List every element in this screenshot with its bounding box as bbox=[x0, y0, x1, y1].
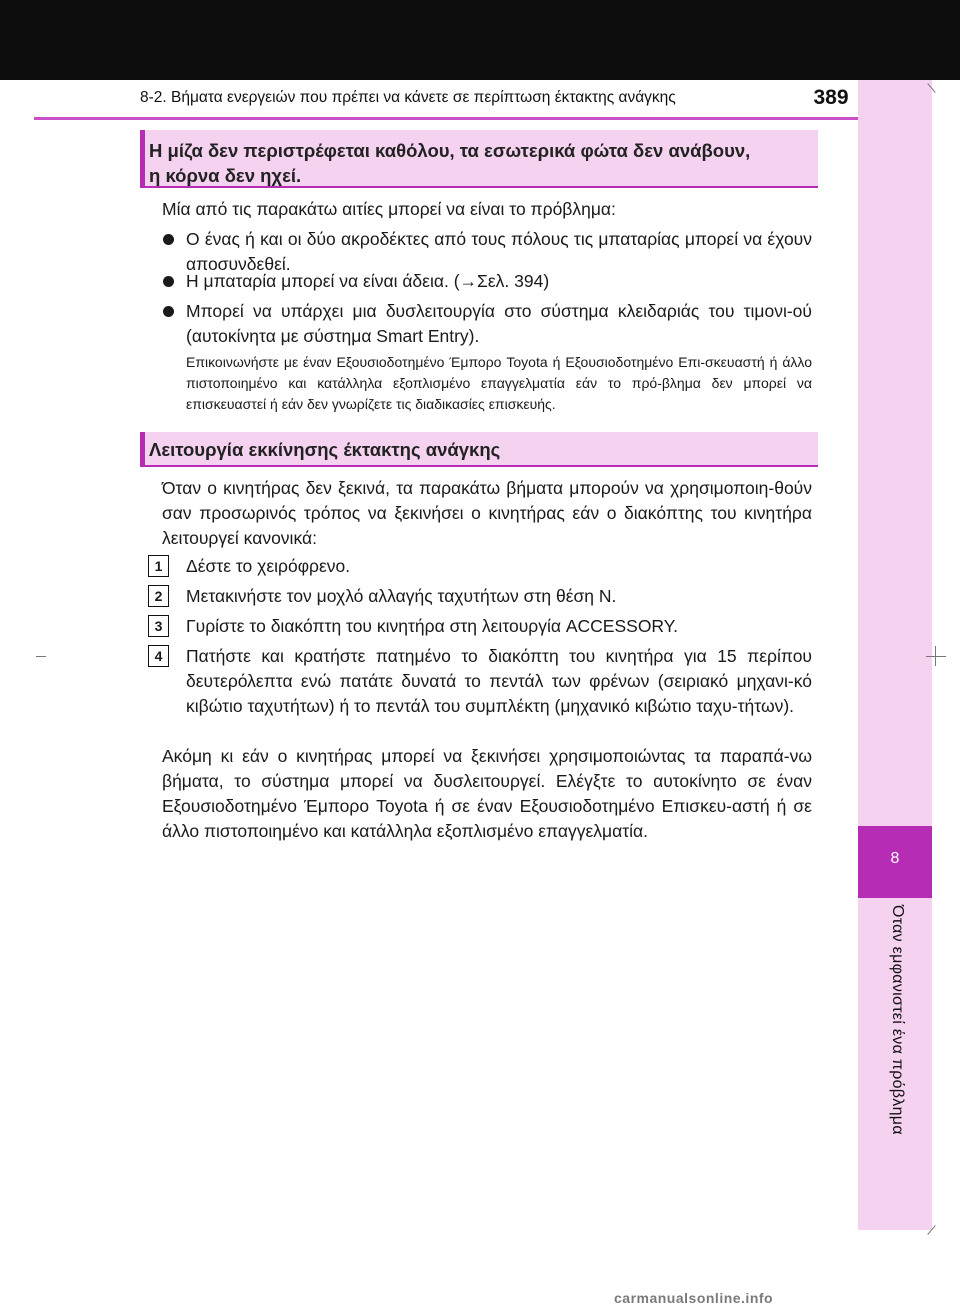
crop-mark bbox=[926, 656, 946, 657]
step-item: 2 Μετακινήστε τον μοχλό αλλαγής ταχυτήτων στη θέση N. bbox=[148, 584, 812, 609]
section-heading-emergency-start: Λειτουργία εκκίνησης έκτακτης ανάγκης bbox=[140, 432, 818, 467]
step-item: 4 Πατήστε και κρατήστε πατημένο το διακόπτη του κινητήρα για 15 περίπου δευτερόλεπτα ενώ πατάτε δυνατά το πεντάλ των φρένων (σειριακό μηχανι-κό κιβώτιο ταχυτήτων) ή το πεντάλ του συμπλέκτη (μηχανικό κιβώτιο ταχυ-τήτων). bbox=[148, 644, 812, 719]
section-heading-line: Η μίζα δεν περιστρέφεται καθόλου, τα εσωτερικά φώτα δεν ανάβουν, bbox=[149, 140, 751, 161]
running-header: 8-2. Βήματα ενεργειών που πρέπει να κάνετε σε περίπτωση έκτακτης ανάγκης bbox=[140, 89, 676, 106]
bullet-item: Η μπαταρία μπορεί να είναι άδεια. (→Σελ. 394) bbox=[162, 269, 812, 294]
bullet-item: Ο ένας ή και οι δύο ακροδέκτες από τους πόλους τις μπαταρίας μπορεί να έχουν αποσυνδεθεί. bbox=[162, 227, 812, 277]
crop-mark bbox=[935, 646, 936, 666]
watermark: carmanualsonline.info bbox=[614, 1290, 774, 1306]
bullet-item: Μπορεί να υπάρχει μια δυσλειτουργία στο σύστημα κλειδαριάς του τιμονι-ού (αυτοκίνητα με σύστημα Smart Entry). bbox=[162, 299, 812, 349]
top-black-bar bbox=[0, 0, 960, 80]
paragraph-intro: Μία από τις παρακάτω αιτίες μπορεί να είναι το πρόβλημα: bbox=[162, 199, 616, 219]
step-number-badge: 1 bbox=[148, 555, 169, 577]
bullet-dot-icon bbox=[163, 276, 174, 287]
step-number-badge: 4 bbox=[148, 645, 169, 667]
section-heading-starter bbox=[140, 130, 818, 188]
bullet-dot-icon bbox=[163, 234, 174, 245]
crop-mark bbox=[36, 656, 46, 657]
paragraph-intro: Όταν ο κινητήρας δεν ξεκινά, τα παρακάτω βήματα μπορούν να χρησιμοποιη-θούν σαν προσωρινός τρόπος να ξεκινήσει ο κινητήρας εάν ο διακόπτης του κινητήρα λειτουργεί κανονικά: bbox=[162, 478, 812, 548]
step-number-badge: 3 bbox=[148, 615, 169, 637]
paragraph-closing: Ακόμη κι εάν ο κινητήρας μπορεί να ξεκινήσει χρησιμοποιώντας τα παραπά-νω βήματα, το σύστημα μπορεί να δυσλειτουργεί. Ελέγξτε το αυτοκίνητο σε έναν Εξουσιοδοτημένο Έμπορο Toyota ή σε έναν Εξουσιοδοτημένο Επισκευ-αστή ή σε άλλο πιστοποιημένο και κατάλληλα εξοπλισμένο επαγγελματία. bbox=[162, 746, 812, 841]
step-number-badge: 2 bbox=[148, 585, 169, 607]
chapter-number: 8 bbox=[890, 850, 900, 867]
note-text: Επικοινωνήστε με έναν Εξουσιοδοτημένο Έμπορο Toyota ή Εξουσιοδοτημένο Επι-σκευαστή ή άλλο πιστοποιημένο και κατάλληλα εξοπλισμένο επαγγελματία εάν το πρό-βλημα δεν μπορεί να επισκευαστεί ή εάν δεν γνωρίζετε τις διαδικασίες επισκευής. bbox=[186, 354, 812, 412]
page-number: 389 bbox=[806, 84, 856, 112]
section-heading-line: η κόρνα δεν ηχεί. bbox=[149, 165, 302, 186]
step-item: 3 Γυρίστε το διακόπτη του κινητήρα στη λειτουργία ACCESSORY. bbox=[148, 614, 812, 639]
chapter-title: Όταν εμφανιστεί ένα πρόβλημα bbox=[889, 905, 906, 1135]
step-item: 1 Δέστε το χειρόφρενο. bbox=[148, 554, 812, 579]
bullet-dot-icon bbox=[163, 306, 174, 317]
header-rule bbox=[34, 117, 858, 120]
